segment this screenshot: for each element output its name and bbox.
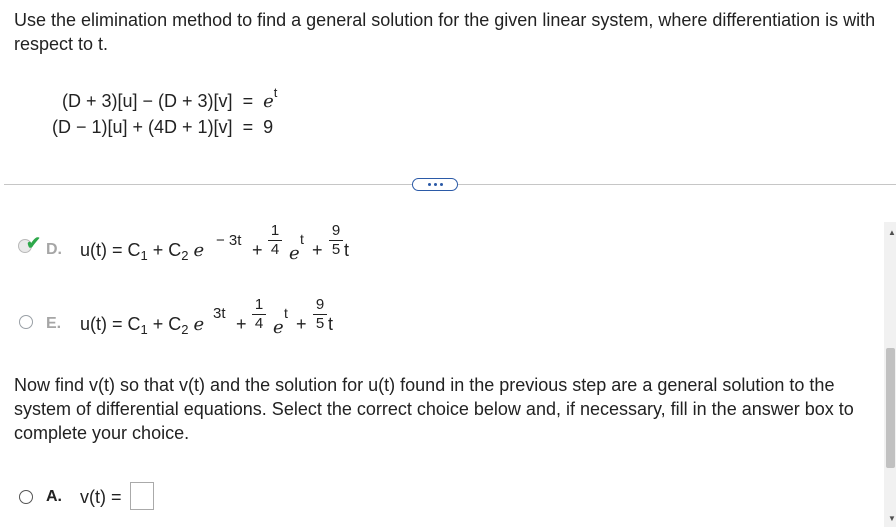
equation-1 xyxy=(62,85,278,112)
option-d-t: t xyxy=(344,240,350,260)
equation-2-lhs: (D − 1)[u] + (4D + 1)[v] xyxy=(52,117,233,137)
more-dot-icon xyxy=(440,183,443,186)
option-d-fraction-2 xyxy=(329,223,343,258)
equation-2 xyxy=(52,117,273,138)
option-a-radio[interactable] xyxy=(19,490,33,504)
fraction-denominator: 4 xyxy=(270,241,280,258)
option-d-e-2: e xyxy=(289,243,300,264)
option-d-plus-c: + C xyxy=(152,240,182,260)
fraction-denominator: 5 xyxy=(315,315,325,332)
fraction-numerator: 1 xyxy=(254,296,264,313)
option-d-fraction-1 xyxy=(268,223,282,258)
scrollbar-thumb[interactable] xyxy=(886,348,895,468)
option-e-exp-2: t xyxy=(284,305,288,321)
checkmark-icon: ✔ xyxy=(26,233,42,253)
option-d-exp-2: t xyxy=(300,231,304,247)
instruction-text: Now find v(t) so that v(t) and the solution for u(t) found in the previous step are a general solution to the system of differential equations. Select the correct choice below and, if necessary, fill in the answer box to complete your choice. xyxy=(14,375,854,443)
option-d-lhs: u(t) = C xyxy=(80,240,141,260)
fraction-numerator: 1 xyxy=(270,222,280,239)
option-d-c1-sub: 1 xyxy=(140,248,148,263)
fraction-numerator: 9 xyxy=(315,296,325,313)
question-text: Use the elimination method to find a general solution for the given linear system, where differentiation is with respect to t. xyxy=(14,10,876,54)
option-d-expression xyxy=(80,240,204,261)
option-e-fraction-2 xyxy=(313,297,327,332)
answer-input[interactable] xyxy=(130,482,154,510)
option-e-lhs: u(t) = C xyxy=(80,314,141,334)
option-d-e: e xyxy=(193,240,205,261)
fraction-denominator: 5 xyxy=(331,241,341,258)
option-a-label: v(t) = xyxy=(80,487,122,507)
equation-1-equals: = xyxy=(242,91,254,111)
option-e-plus-3: + xyxy=(296,314,307,334)
fraction-denominator: 4 xyxy=(254,315,264,332)
equation-1-rhs-base: e xyxy=(263,91,274,112)
fraction-numerator: 9 xyxy=(331,222,341,239)
option-e-t: t xyxy=(328,314,334,334)
equation-2-rhs: 9 xyxy=(263,117,274,137)
option-e-letter: E. xyxy=(46,315,62,332)
option-d-plus-3: + xyxy=(312,240,323,260)
option-d-exponent: − 3t xyxy=(216,232,242,249)
more-dot-icon xyxy=(434,183,437,186)
option-e-e-2: e xyxy=(273,317,284,338)
option-a-letter: A. xyxy=(46,488,62,505)
option-d-plus-2: + xyxy=(252,240,263,260)
option-e-exponent: 3t xyxy=(213,305,226,322)
option-d-letter: D. xyxy=(46,241,62,258)
equation-1-rhs-exp: t xyxy=(273,85,278,100)
option-e-c1-sub: 1 xyxy=(140,322,148,337)
option-e-radio[interactable] xyxy=(19,315,33,329)
equation-1-lhs: (D + 3)[u] − (D + 3)[v] xyxy=(62,91,233,111)
scroll-down-arrow-icon[interactable]: ▼ xyxy=(888,514,896,523)
expand-more-button[interactable] xyxy=(412,178,458,191)
option-e-expression xyxy=(80,314,204,335)
option-d-c2-sub: 2 xyxy=(181,248,189,263)
more-dot-icon xyxy=(428,183,431,186)
option-e-plus-c: + C xyxy=(152,314,182,334)
equation-2-equals: = xyxy=(242,117,254,137)
scroll-up-arrow-icon[interactable]: ▲ xyxy=(888,228,896,237)
option-e-c2-sub: 2 xyxy=(181,322,189,337)
option-e-fraction-1 xyxy=(252,297,266,332)
option-e-e: e xyxy=(193,314,205,335)
option-e-plus-2: + xyxy=(236,314,247,334)
